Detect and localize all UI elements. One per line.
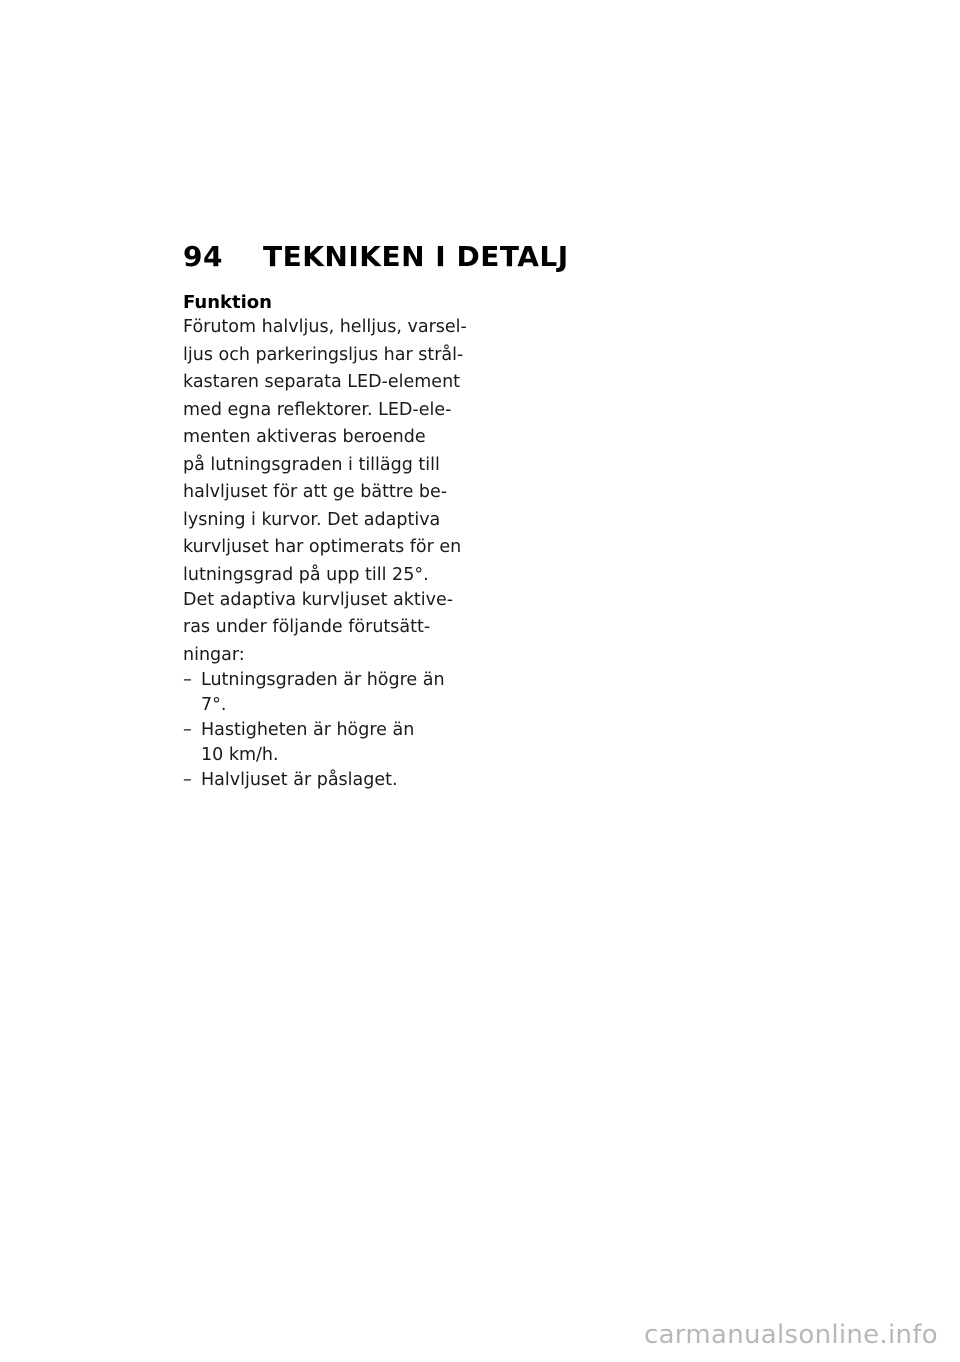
text-line: 10 km/h. <box>201 744 279 765</box>
text-line: ras under följande förutsätt- <box>183 617 431 637</box>
conditions-list <box>183 668 473 793</box>
watermark: carmanualsonline.info <box>643 1320 938 1350</box>
text-line: Det adaptiva kurvljuset aktive- <box>183 589 454 610</box>
dash-bullet: – <box>183 719 192 740</box>
paragraph-function <box>183 315 473 588</box>
list-item <box>183 768 473 793</box>
text-line: Förutom halvljus, helljus, varsel- <box>183 317 467 337</box>
text-line: halvljuset för att ge bättre be- <box>183 482 448 502</box>
chapter-title: TEKNIKEN I DETALJ <box>263 240 569 273</box>
text-line: Lutningsgraden är högre än <box>201 669 445 690</box>
text-line: kastaren separata LED-element <box>183 372 461 392</box>
text-line: lutningsgrad på upp till 25°. <box>183 564 429 585</box>
text-line: Hastigheten är högre än <box>201 719 415 740</box>
list-item <box>183 668 473 718</box>
section-heading: Funktion <box>183 292 272 313</box>
text-line: ningar: <box>183 644 245 665</box>
content-column <box>183 290 473 793</box>
text-line: kurvljuset har optimerats för en <box>183 537 462 557</box>
list-item <box>183 718 473 768</box>
text-line: 7°. <box>201 694 227 715</box>
text-line: på lutningsgraden i tillägg till <box>183 454 440 475</box>
text-line: Halvljuset är påslaget. <box>201 769 398 790</box>
dash-bullet: – <box>183 769 192 790</box>
dash-bullet: – <box>183 669 192 690</box>
page-number: 94 <box>183 240 223 273</box>
text-line: menten aktiveras beroende <box>183 427 426 447</box>
paragraph-conditions-intro <box>183 588 473 668</box>
text-line: ljus och parkeringsljus har strål- <box>183 344 464 365</box>
text-line: med egna reflektorer. LED-ele- <box>183 399 452 420</box>
text-line: lysning i kurvor. Det adaptiva <box>183 509 441 530</box>
page-header <box>183 240 569 273</box>
